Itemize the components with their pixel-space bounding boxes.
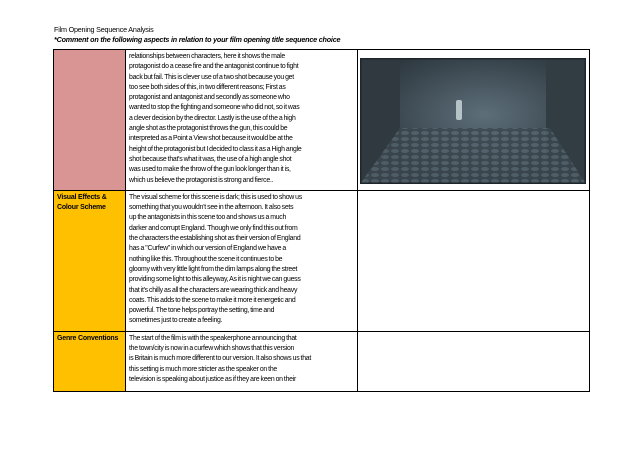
row-label-cell: Genre Conventions: [54, 331, 126, 391]
row-text-cell: The visual scheme for this scene is dark; this is used to show us something that you wouldn't see in the afternoon. It also sets up the antagonists in this scene too and shows us a much darker and corrupt England. Though we only find this out from the characters the establishing shot as their version of England has a "Curfew" in which our version of England we have a nothing like this. Throughout the scene it continues to be gloomy with very little light from the dim lamps along the street providing some light to this alleyway, As it is night we can guess that it's chilly as all the characters are wearing thick and heavy coats. This adds to the scene to make it more it energetic and powerful. The tone helps portray the setting, time and sometimes just to create a feeling.: [126, 190, 358, 331]
row-empty-cell: [358, 190, 590, 331]
document-title: Film Opening Sequence Analysis: [54, 25, 154, 34]
row-label-cell: Visual Effects & Colour Scheme: [54, 190, 126, 331]
row-text-cell: relationships between characters, here it shows the male protagonist do a cease fire and the antagonist continue to fight back but fail. This is clever use of a two shot because you get too see both sides of this, in two different reasons; First as protagonist and antagonist and secondly as someone who wanted to stop the fighting and someone who did not, so it was a clever decision by the director. Lastly is the use of the a high angle shot as the protagonist throws the gun, this could be interpreted as a Point a View shot because it would be at the height of the protagonist but I decided to class it as a High angle shot because that's what it was, the use of a high angle shot was used to make the throw of the gun look longer than it is, which us believe the protagonist is strong and fierce..: [126, 50, 358, 191]
dark-alley-still: [360, 58, 586, 184]
analysis-table: [53, 49, 590, 392]
row-text-cell: The start of the film is with the speakerphone announcing that the town/city is now in a curfew which shows that this version is Britain is much more different to our version. It also shows us that this setting is much more stricter as the speaker on the television is speaking about justice as if they are keen on their: [126, 331, 358, 391]
document-instruction: *Comment on the following aspects in relation to your film opening title sequence choice: [54, 35, 341, 44]
film-still-image: [360, 58, 586, 184]
table-row: [54, 190, 590, 331]
table-row: [54, 331, 590, 391]
table-row: [54, 50, 590, 191]
row-empty-cell: [358, 331, 590, 391]
row-label-cell: [54, 50, 126, 191]
row-image-cell: [358, 50, 590, 191]
